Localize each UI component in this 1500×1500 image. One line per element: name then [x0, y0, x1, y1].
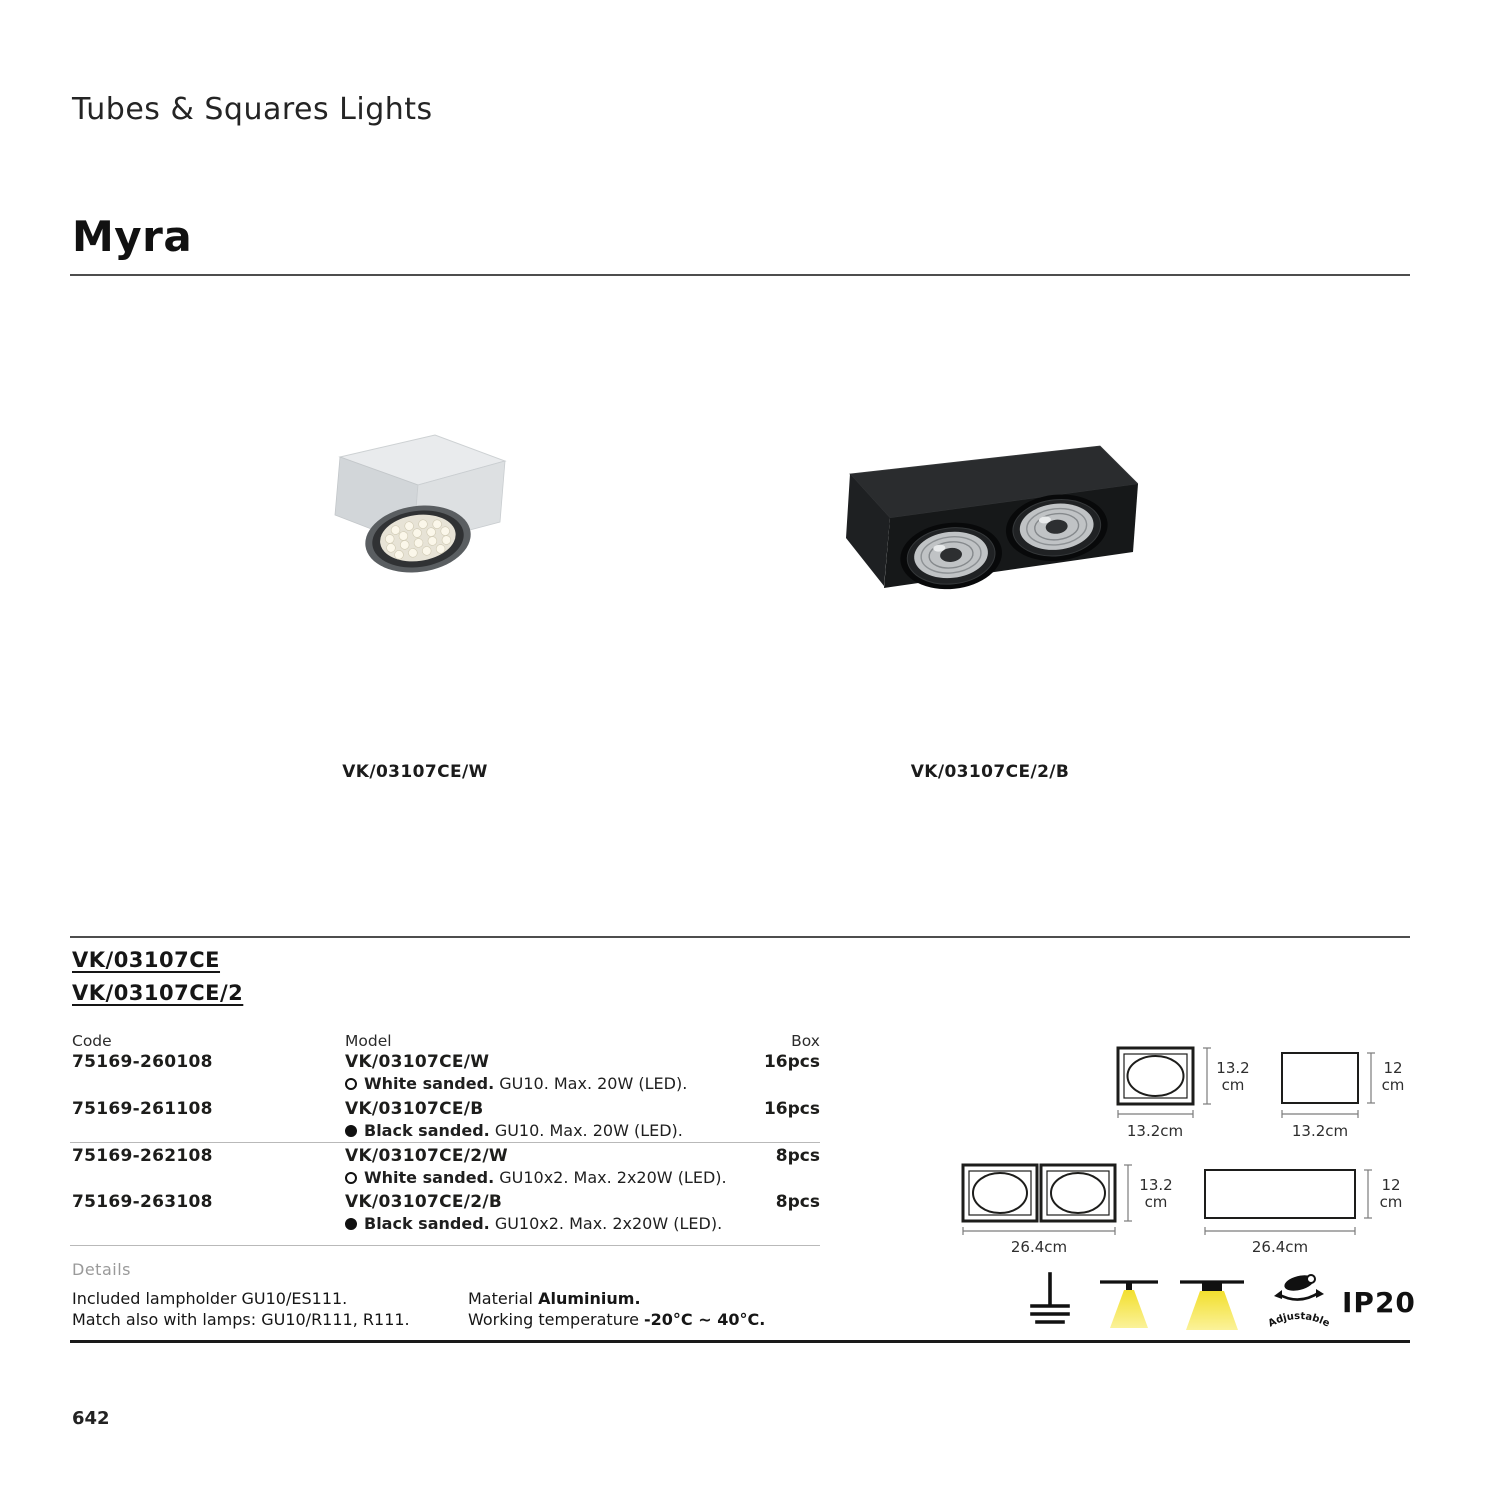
category-heading: Tubes & Squares Lights	[72, 92, 433, 127]
product-model: VK/03107CE/B	[345, 1099, 484, 1119]
details-line: Match also with lamps: GU10/R111, R111.	[72, 1310, 410, 1329]
product-description: Black sanded. GU10x2. Max. 2x20W (LED).	[345, 1214, 722, 1233]
page-number: 642	[72, 1408, 110, 1429]
finish-dot-icon	[345, 1125, 357, 1137]
table-header-row	[72, 1032, 820, 1052]
family-code-link-1[interactable]: VK/03107CE	[72, 948, 221, 972]
details-heading: Details	[72, 1260, 131, 1279]
finish-dot-icon	[345, 1078, 357, 1090]
product-photo-single-white	[300, 425, 520, 597]
table-row	[72, 1099, 820, 1143]
box-quantity: 8pcs	[775, 1192, 820, 1212]
title-rule	[70, 274, 1410, 276]
table-row	[72, 1052, 820, 1096]
table-row	[72, 1146, 820, 1190]
table-row	[72, 1192, 820, 1236]
section-rule	[70, 936, 1410, 938]
svg-text:13.2cm: 13.2 cm	[1216, 1059, 1250, 1094]
product-model: VK/03107CE/W	[345, 1052, 490, 1072]
bottom-rule	[70, 1340, 1410, 1343]
product-code: 75169-260108	[72, 1052, 213, 1072]
product-caption-single: VK/03107CE/W	[342, 762, 488, 782]
svg-text:13.2cm: 13.2 cm	[1139, 1176, 1173, 1211]
product-model: VK/03107CE/2/B	[345, 1192, 503, 1212]
table-divider	[70, 1245, 820, 1246]
svg-text:26.4cm: 26.4cm	[1251, 1238, 1309, 1256]
rotating-lamp-glyph	[1274, 1273, 1324, 1300]
details-left-column	[72, 1288, 410, 1330]
product-caption-double: VK/03107CE/2/B	[910, 762, 1070, 782]
feature-icons-row	[1028, 1270, 1418, 1342]
ip-rating: IP20	[1342, 1286, 1416, 1319]
adjustable-icon	[1266, 1270, 1332, 1340]
product-model: VK/03107CE/2/W	[345, 1146, 508, 1166]
page-title: Myra	[72, 212, 193, 261]
details-line: Included lampholder GU10/ES111.	[72, 1289, 348, 1308]
diagram-double-side-view	[1205, 1170, 1402, 1256]
product-description: White sanded. GU10. Max. 20W (LED).	[345, 1074, 687, 1093]
details-line: Working temperature -20°C ~ 40°C.	[468, 1310, 766, 1329]
product-description: White sanded. GU10x2. Max. 2x20W (LED).	[345, 1168, 727, 1187]
product-description: Black sanded. GU10. Max. 20W (LED).	[345, 1121, 683, 1140]
details-line: Material Aluminium.	[468, 1289, 641, 1308]
product-photo-double-black	[838, 438, 1138, 608]
svg-text:13.2cm: 13.2cm	[1126, 1122, 1184, 1140]
details-right-column	[468, 1288, 765, 1330]
box-quantity: 16pcs	[763, 1099, 820, 1119]
svg-text:13.2cm: 13.2cm	[1291, 1122, 1349, 1140]
product-code: 75169-263108	[72, 1192, 213, 1212]
column-header-box: Box	[791, 1032, 820, 1050]
finish-dot-icon	[345, 1218, 357, 1230]
ground-icon	[1028, 1272, 1072, 1336]
diagram-double-top-view	[963, 1165, 1173, 1256]
finish-dot-icon	[345, 1172, 357, 1184]
svg-text:12cm: 12 cm	[1379, 1176, 1403, 1211]
svg-text:12cm: 12 cm	[1381, 1059, 1405, 1094]
column-header-model: Model	[345, 1032, 392, 1050]
box-quantity: 16pcs	[763, 1052, 820, 1072]
column-header-code: Code	[72, 1032, 112, 1050]
diagram-single-side-view	[1282, 1053, 1404, 1140]
svg-text:26.4cm: 26.4cm	[1010, 1238, 1068, 1256]
svg-text:Adjustable: Adjustable	[1266, 1310, 1332, 1330]
family-code-link-2[interactable]: VK/03107CE/2	[72, 981, 244, 1005]
product-code: 75169-261108	[72, 1099, 213, 1119]
ceiling-light-icon	[1098, 1272, 1160, 1336]
diagram-single-top-view	[1118, 1048, 1250, 1140]
box-quantity: 8pcs	[775, 1146, 820, 1166]
ceiling-light-wide-icon	[1178, 1272, 1246, 1336]
dimension-diagrams	[930, 1015, 1425, 1260]
table-divider	[70, 1142, 820, 1143]
product-code: 75169-262108	[72, 1146, 213, 1166]
